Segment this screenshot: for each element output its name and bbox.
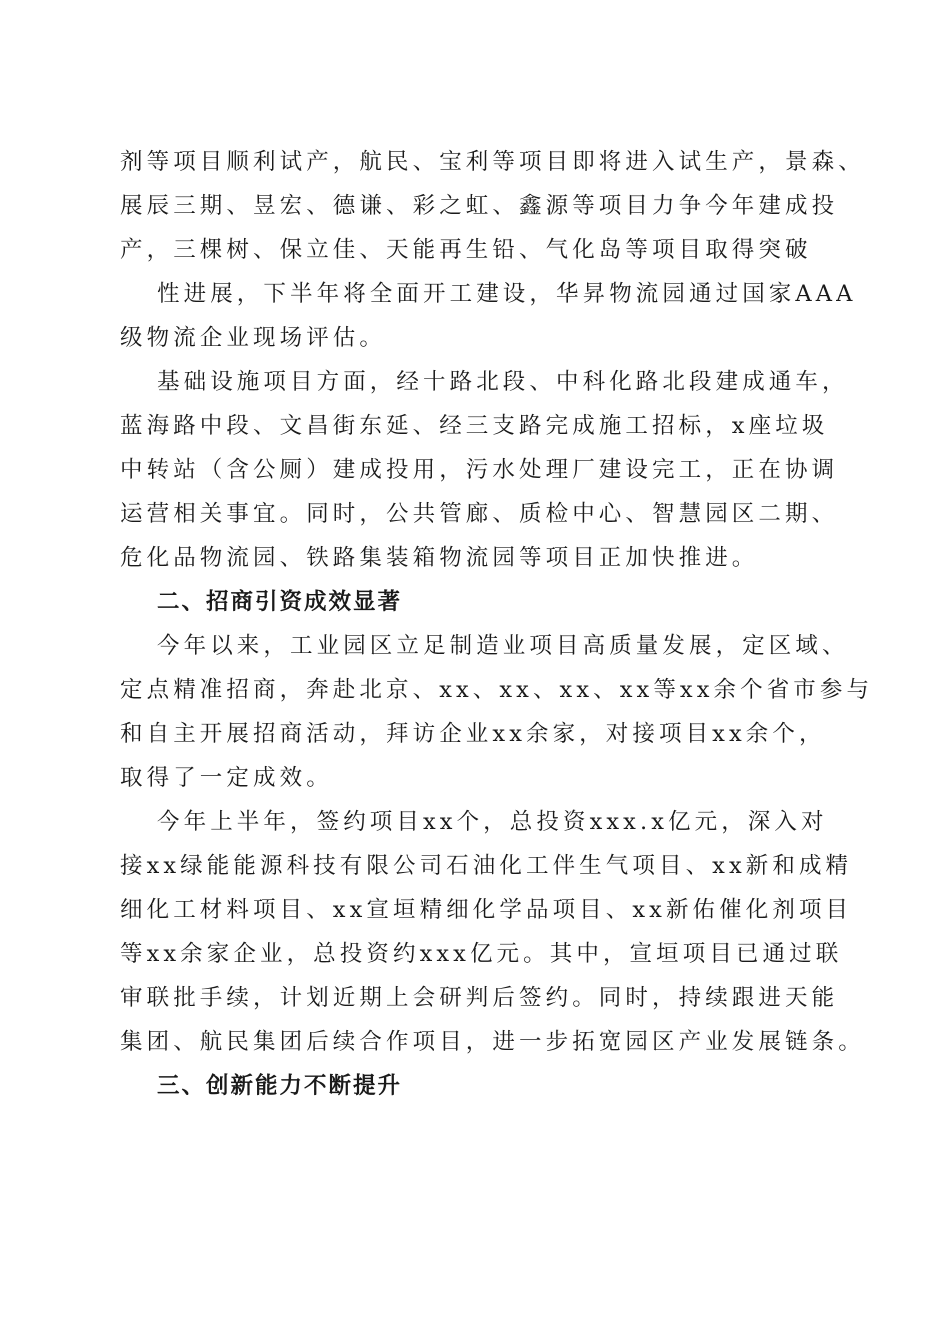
text-line: 基础设施项目方面，经十路北段、中科化路北段建成通车， bbox=[157, 369, 849, 395]
text-line: 展辰三期、昱宏、德谦、彩之虹、鑫源等项目力争今年建成投 bbox=[120, 193, 839, 219]
document-body bbox=[120, 140, 874, 1108]
paragraph-2 bbox=[120, 272, 857, 360]
text-line: 中转站（含公厕）建成投用，污水处理厂建设完工，正在协调 bbox=[120, 457, 839, 483]
text-line: 性进展，下半年将全面开工建设，华昇物流园通过国家AAA bbox=[157, 281, 857, 307]
text-line: 蓝海路中段、文昌街东延、经三支路完成施工招标，x座垃圾 bbox=[120, 413, 829, 439]
text-line: 细化工材料项目、xx宣垣精细化学品项目、xx新佑催化剂项目 bbox=[120, 897, 853, 923]
text-line: 今年以来，工业园区立足制造业项目高质量发展，定区域、 bbox=[157, 633, 849, 659]
text-line: 审联批手续，计划近期上会研判后签约。同时，持续跟进天能 bbox=[120, 985, 839, 1011]
text-line: 取得了一定成效。 bbox=[120, 765, 333, 791]
section-heading-2: 二、招商引资成效显著 bbox=[157, 589, 403, 615]
text-line: 接xx绿能能源科技有限公司石油化工伴生气项目、xx新和成精 bbox=[120, 853, 853, 879]
section-heading-3: 三、创新能力不断提升 bbox=[157, 1073, 403, 1099]
text-line: 级物流企业现场评估。 bbox=[120, 325, 387, 351]
paragraph-3 bbox=[120, 360, 849, 580]
text-line: 运营相关事宜。同时，公共管廊、质检中心、智慧园区二期、 bbox=[120, 501, 839, 527]
text-line: 剂等项目顺利试产，航民、宝利等项目即将进入试生产，景森、 bbox=[120, 149, 865, 175]
paragraph-4 bbox=[120, 624, 874, 800]
paragraph-5 bbox=[120, 800, 865, 1064]
text-line: 危化品物流园、铁路集装箱物流园等项目正加快推进。 bbox=[120, 545, 759, 571]
text-line: 和自主开展招商活动，拜访企业xx余家，对接项目xx余个， bbox=[120, 721, 826, 747]
text-line: 今年上半年，签约项目xx个，总投资xxx.x亿元，深入对 bbox=[157, 809, 828, 835]
text-line: 集团、航民集团后续合作项目，进一步拓宽园区产业发展链条。 bbox=[120, 1029, 865, 1055]
text-line: 定点精准招商，奔赴北京、xx、xx、xx、xx等xx余个省市参与 bbox=[120, 677, 874, 703]
text-line: 等xx余家企业，总投资约xxx亿元。其中，宣垣项目已通过联 bbox=[120, 941, 843, 967]
paragraph-1 bbox=[120, 140, 865, 272]
text-line: 产，三棵树、保立佳、天能再生铅、气化岛等项目取得突破 bbox=[120, 237, 812, 263]
